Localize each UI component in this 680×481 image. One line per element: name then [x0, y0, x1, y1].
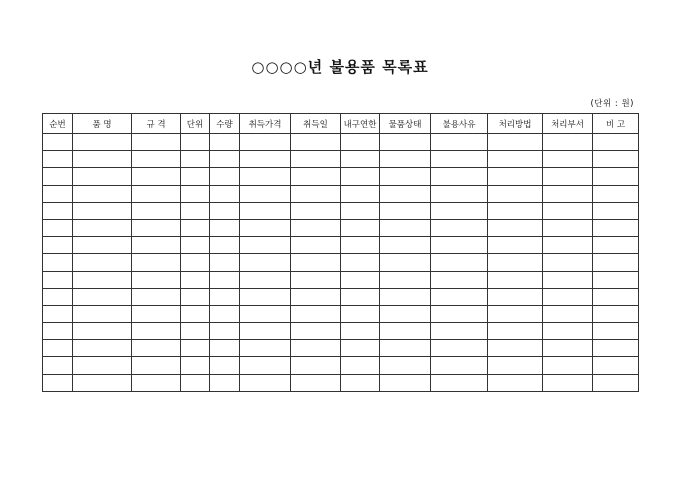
table-cell[interactable]	[431, 357, 488, 374]
disposal-list-table	[42, 113, 639, 392]
table-cell[interactable]	[380, 271, 431, 288]
table-cell[interactable]	[73, 254, 132, 271]
table-cell[interactable]	[132, 219, 181, 236]
table-cell[interactable]	[291, 340, 341, 357]
table-row	[43, 202, 639, 219]
table-cell[interactable]	[341, 357, 380, 374]
table-cell[interactable]	[73, 219, 132, 236]
table-cell[interactable]	[488, 185, 543, 202]
table-cell[interactable]	[240, 271, 291, 288]
table-cell[interactable]	[488, 237, 543, 254]
table-cell[interactable]	[132, 151, 181, 168]
table-cell[interactable]	[210, 134, 240, 151]
table-cell[interactable]	[132, 340, 181, 357]
table-cell[interactable]	[291, 185, 341, 202]
table-cell[interactable]	[210, 357, 240, 374]
table-cell[interactable]	[543, 357, 593, 374]
table-cell[interactable]	[73, 305, 132, 322]
table-row	[43, 254, 639, 271]
table-cell[interactable]	[181, 254, 210, 271]
table-cell[interactable]	[43, 357, 73, 374]
table-cell[interactable]	[488, 288, 543, 305]
table-cell[interactable]	[431, 340, 488, 357]
table-cell[interactable]	[240, 254, 291, 271]
table-cell[interactable]	[341, 305, 380, 322]
document-title: ○○○○년 불용품 목록표	[251, 58, 429, 76]
col-header-handling-method: 처리방법	[488, 114, 543, 134]
table-cell[interactable]	[543, 323, 593, 340]
table-cell[interactable]	[240, 168, 291, 185]
table-cell[interactable]	[341, 168, 380, 185]
table-cell[interactable]	[291, 288, 341, 305]
table-cell[interactable]	[240, 288, 291, 305]
col-header-useful-life: 내구연한	[341, 114, 380, 134]
table-cell[interactable]	[210, 151, 240, 168]
table-row	[43, 168, 639, 185]
table-cell[interactable]	[291, 357, 341, 374]
table-cell[interactable]	[543, 374, 593, 391]
table-cell[interactable]	[291, 237, 341, 254]
table-row	[43, 323, 639, 340]
table-row	[43, 340, 639, 357]
table-cell[interactable]	[43, 134, 73, 151]
table-cell[interactable]	[431, 374, 488, 391]
table-cell[interactable]	[488, 357, 543, 374]
table-cell[interactable]	[43, 168, 73, 185]
table-cell[interactable]	[380, 305, 431, 322]
table-cell[interactable]	[43, 151, 73, 168]
table-cell[interactable]	[341, 202, 380, 219]
table-cell[interactable]	[488, 151, 543, 168]
table-cell[interactable]	[593, 134, 639, 151]
table-cell[interactable]	[43, 271, 73, 288]
table-cell[interactable]	[240, 185, 291, 202]
table-cell[interactable]	[132, 288, 181, 305]
table-cell[interactable]	[488, 219, 543, 236]
col-header-remarks: 비 고	[593, 114, 639, 134]
table-cell[interactable]	[181, 134, 210, 151]
table-cell[interactable]	[240, 219, 291, 236]
table-cell[interactable]	[341, 340, 380, 357]
table-row	[43, 185, 639, 202]
table-cell[interactable]	[488, 305, 543, 322]
col-header-item-name: 품 명	[73, 114, 132, 134]
table-row	[43, 237, 639, 254]
table-row	[43, 271, 639, 288]
table-cell[interactable]	[593, 340, 639, 357]
table-cell[interactable]	[132, 271, 181, 288]
table-cell[interactable]	[43, 237, 73, 254]
table-cell[interactable]	[73, 323, 132, 340]
table-cell[interactable]	[593, 168, 639, 185]
table-cell[interactable]	[380, 151, 431, 168]
table-cell[interactable]	[210, 305, 240, 322]
table-cell[interactable]	[431, 185, 488, 202]
table-cell[interactable]	[291, 134, 341, 151]
table-cell[interactable]	[73, 202, 132, 219]
table-cell[interactable]	[543, 202, 593, 219]
table-cell[interactable]	[73, 288, 132, 305]
table-cell[interactable]	[43, 340, 73, 357]
table-cell[interactable]	[431, 254, 488, 271]
table-row	[43, 151, 639, 168]
table-cell[interactable]	[431, 271, 488, 288]
table-cell[interactable]	[181, 323, 210, 340]
table-cell[interactable]	[132, 254, 181, 271]
table-cell[interactable]	[593, 254, 639, 271]
table-cell[interactable]	[291, 254, 341, 271]
table-cell[interactable]	[380, 288, 431, 305]
table-row	[43, 357, 639, 374]
table-cell[interactable]	[43, 288, 73, 305]
table-cell[interactable]	[210, 254, 240, 271]
table-cell[interactable]	[543, 288, 593, 305]
table-cell[interactable]	[240, 134, 291, 151]
table-cell[interactable]	[380, 134, 431, 151]
table-cell[interactable]	[341, 151, 380, 168]
table-cell[interactable]	[291, 151, 341, 168]
table-cell[interactable]	[132, 305, 181, 322]
table-row	[43, 305, 639, 322]
table-cell[interactable]	[380, 374, 431, 391]
table-cell[interactable]	[43, 374, 73, 391]
table-cell[interactable]	[543, 340, 593, 357]
table-cell[interactable]	[210, 340, 240, 357]
col-header-acquisition-date: 취득일	[291, 114, 341, 134]
table-cell[interactable]	[488, 202, 543, 219]
table-cell[interactable]	[543, 219, 593, 236]
table-row	[43, 134, 639, 151]
table-cell[interactable]	[181, 374, 210, 391]
table-cell[interactable]	[341, 288, 380, 305]
table-cell[interactable]	[132, 237, 181, 254]
table-cell[interactable]	[380, 340, 431, 357]
table-cell[interactable]	[73, 151, 132, 168]
table-cell[interactable]	[43, 305, 73, 322]
table-cell[interactable]	[132, 323, 181, 340]
table-cell[interactable]	[543, 271, 593, 288]
table-cell[interactable]	[43, 254, 73, 271]
table-cell[interactable]	[593, 305, 639, 322]
table-cell[interactable]	[210, 374, 240, 391]
table-cell[interactable]	[132, 357, 181, 374]
table-cell[interactable]	[132, 185, 181, 202]
table-cell[interactable]	[291, 202, 341, 219]
table-cell[interactable]	[431, 305, 488, 322]
table-cell[interactable]	[593, 271, 639, 288]
table-cell[interactable]	[210, 323, 240, 340]
table-cell[interactable]	[132, 134, 181, 151]
table-cell[interactable]	[380, 237, 431, 254]
table-cell[interactable]	[43, 202, 73, 219]
table-row	[43, 219, 639, 236]
table-cell[interactable]	[341, 237, 380, 254]
table-cell[interactable]	[380, 357, 431, 374]
table-cell[interactable]	[488, 340, 543, 357]
table-cell[interactable]	[341, 134, 380, 151]
table-cell[interactable]	[291, 305, 341, 322]
table-cell[interactable]	[181, 168, 210, 185]
table-cell[interactable]	[341, 254, 380, 271]
col-header-spec: 규 격	[132, 114, 181, 134]
table-cell[interactable]	[431, 202, 488, 219]
table-cell[interactable]	[240, 237, 291, 254]
table-cell[interactable]	[380, 168, 431, 185]
table-cell[interactable]	[380, 219, 431, 236]
table-cell[interactable]	[431, 219, 488, 236]
table-cell[interactable]	[73, 134, 132, 151]
table-cell[interactable]	[240, 323, 291, 340]
table-cell[interactable]	[431, 151, 488, 168]
table-cell[interactable]	[543, 237, 593, 254]
table-cell[interactable]	[488, 271, 543, 288]
table-cell[interactable]	[181, 219, 210, 236]
table-cell[interactable]	[431, 237, 488, 254]
table-cell[interactable]	[210, 288, 240, 305]
table-cell[interactable]	[73, 237, 132, 254]
col-header-seq: 순번	[43, 114, 73, 134]
table-cell[interactable]	[291, 168, 341, 185]
table-cell[interactable]	[380, 323, 431, 340]
table-cell[interactable]	[543, 168, 593, 185]
table-cell[interactable]	[380, 254, 431, 271]
table-cell[interactable]	[543, 151, 593, 168]
table-cell[interactable]	[543, 185, 593, 202]
table-cell[interactable]	[488, 254, 543, 271]
col-header-quantity: 수량	[210, 114, 240, 134]
table-cell[interactable]	[132, 374, 181, 391]
table-cell[interactable]	[593, 219, 639, 236]
table-row	[43, 288, 639, 305]
table-cell[interactable]	[43, 185, 73, 202]
table-cell[interactable]	[593, 357, 639, 374]
table-cell[interactable]	[73, 168, 132, 185]
table-cell[interactable]	[240, 374, 291, 391]
table-cell[interactable]	[210, 237, 240, 254]
table-cell[interactable]	[73, 357, 132, 374]
table-cell[interactable]	[291, 271, 341, 288]
table-cell[interactable]	[593, 288, 639, 305]
table-cell[interactable]	[240, 357, 291, 374]
table-cell[interactable]	[181, 202, 210, 219]
table-cell[interactable]	[341, 374, 380, 391]
table-cell[interactable]	[181, 185, 210, 202]
table-cell[interactable]	[431, 134, 488, 151]
table-cell[interactable]	[543, 254, 593, 271]
table-cell[interactable]	[488, 168, 543, 185]
table-cell[interactable]	[593, 185, 639, 202]
table-cell[interactable]	[291, 374, 341, 391]
table-body	[43, 134, 639, 392]
table-cell[interactable]	[593, 323, 639, 340]
table-cell[interactable]	[240, 340, 291, 357]
header-row	[43, 114, 639, 134]
table-cell[interactable]	[73, 340, 132, 357]
table-cell[interactable]	[380, 185, 431, 202]
table-cell[interactable]	[593, 202, 639, 219]
table-cell[interactable]	[181, 305, 210, 322]
table-cell[interactable]	[240, 305, 291, 322]
table-cell[interactable]	[43, 323, 73, 340]
table-cell[interactable]	[341, 323, 380, 340]
table-cell[interactable]	[380, 202, 431, 219]
table-cell[interactable]	[73, 271, 132, 288]
table-cell[interactable]	[291, 219, 341, 236]
unit-note: (단위 : 원)	[590, 99, 634, 109]
table-cell[interactable]	[543, 305, 593, 322]
table-cell[interactable]	[181, 271, 210, 288]
table-cell[interactable]	[210, 185, 240, 202]
table-cell[interactable]	[181, 151, 210, 168]
table-cell[interactable]	[181, 340, 210, 357]
col-header-handling-dept: 처리부서	[543, 114, 593, 134]
table-cell[interactable]	[341, 219, 380, 236]
table-cell[interactable]	[593, 374, 639, 391]
col-header-acquisition-price: 취득가격	[240, 114, 291, 134]
col-header-unit: 단위	[181, 114, 210, 134]
table-cell[interactable]	[593, 237, 639, 254]
table-cell[interactable]	[181, 357, 210, 374]
table-cell[interactable]	[210, 271, 240, 288]
table-cell[interactable]	[132, 202, 181, 219]
table-cell[interactable]	[210, 168, 240, 185]
table-cell[interactable]	[341, 185, 380, 202]
table-cell[interactable]	[593, 151, 639, 168]
table-cell[interactable]	[488, 374, 543, 391]
table-cell[interactable]	[43, 219, 73, 236]
table-cell[interactable]	[431, 323, 488, 340]
table-cell[interactable]	[132, 168, 181, 185]
table-cell[interactable]	[210, 202, 240, 219]
table-cell[interactable]	[181, 288, 210, 305]
table-cell[interactable]	[240, 151, 291, 168]
table-cell[interactable]	[291, 323, 341, 340]
table-cell[interactable]	[240, 202, 291, 219]
table-cell[interactable]	[488, 323, 543, 340]
table-cell[interactable]	[488, 134, 543, 151]
col-header-item-condition: 물품상태	[380, 114, 431, 134]
table-cell[interactable]	[210, 219, 240, 236]
table-cell[interactable]	[181, 237, 210, 254]
table-row	[43, 374, 639, 391]
table-cell[interactable]	[431, 288, 488, 305]
table-cell[interactable]	[73, 374, 132, 391]
table-cell[interactable]	[73, 185, 132, 202]
col-header-disposal-reason: 불용사유	[431, 114, 488, 134]
table-cell[interactable]	[543, 134, 593, 151]
table-cell[interactable]	[341, 271, 380, 288]
table-cell[interactable]	[431, 168, 488, 185]
